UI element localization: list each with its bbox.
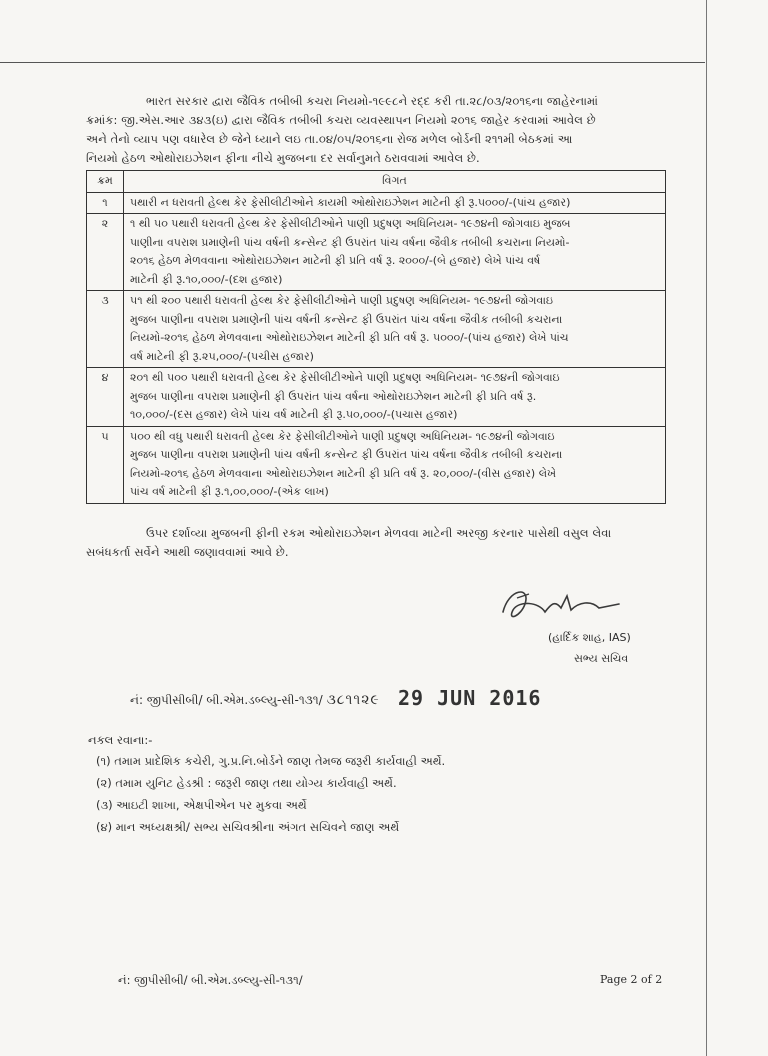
table-row <box>87 368 666 427</box>
row-detail-line: પથારી ન ધરાવતી હેલ્થ કેર ફેસીલીટીઓને કાયમી ઓથોરાઇઝેશન માટેની ફી રૂ.૫૦૦૦/-(પાંચ હજાર) <box>130 195 571 209</box>
row-detail-line: ૧ થી ૫૦ પથારી ધરાવતી હેલ્થ કેર ફેસીલીટીઓને પાણી પ્રદુષણ અધિનિયમ- ૧૯૭૪ની જોગવાઇ મુજબ <box>130 217 571 230</box>
row-detail-line: પાંચ વર્ષ માટેની ફી રૂ.૧,૦૦,૦૦૦/-(એક લાખ) <box>130 485 329 498</box>
row-serial: ૨ <box>87 214 124 291</box>
copy-to-heading: નકલ રવાના:- <box>88 733 153 747</box>
intro-line: ક્રમાંક: જી.એસ.આર ૩૪૩(ઇ) દ્વારા જૈવિક તબીબી કચરા વ્યવસ્થાપન નિયમો ૨૦૧૬ જાહેર કરવામાં આવેલ છે <box>86 113 596 127</box>
table-row <box>87 426 666 503</box>
row-detail-line: મુજબ પાણીના વપરાશ પ્રમાણેની પાંચ વર્ષની કન્સેન્ટ ફી ઉપરાંત પાંચ વર્ષના જૈવીક તબીબી કચરાના <box>130 312 563 326</box>
copy-to-list <box>96 750 445 838</box>
row-detail-line: માટેની ફી રૂ.૧૦,૦૦૦/-(દશ હજાર) <box>130 272 283 286</box>
row-detail-line: ૧૦,૦૦૦/-(દસ હજાર) લેખે પાંચ વર્ષ માટેની ફી રૂ.૫૦,૦૦૦/-(પચાસ હજાર) <box>130 408 458 421</box>
intro-paragraph <box>86 92 666 168</box>
row-detail-line: નિયમો-૨૦૧૬ હેઠળ મેળવવાના ઓથોરાઇઝેશન માટેની ફી પ્રતિ વર્ષ રૂ. ૫૦૦૦/-(પાંચ હજાર) લેખે પાંચ <box>130 331 569 344</box>
row-detail <box>124 214 666 291</box>
row-detail <box>124 291 666 368</box>
reference-number <box>130 692 380 708</box>
row-detail-line: વર્ષ માટેની ફી રૂ.૨૫,૦૦૦/-(પચીસ હજાર) <box>130 349 314 363</box>
header-serial: ક્રમ <box>87 171 124 193</box>
row-detail-line: નિયમો-૨૦૧૬ હેઠળ મેળવવાના ઓથોરાઇઝેશન માટેની ફી પ્રતિ વર્ષ રૂ. ૨૦,૦૦૦/-(વીસ હજાર) લેખે <box>130 466 557 480</box>
footer-reference: નં: જીપીસીબી/ બી.એમ.ડબ્લ્યુ-સી-૧૩૧/ <box>118 973 303 987</box>
table-row <box>87 214 666 291</box>
signature-scribble <box>495 582 635 630</box>
header-detail: વિગત <box>124 171 666 193</box>
fee-table <box>86 170 666 504</box>
reference-prefix: નં: જીપીસીબી/ બી.એમ.ડબ્લ્યુ-સી-૧૩૧/ <box>130 693 323 707</box>
row-serial: ૩ <box>87 291 124 368</box>
row-serial: ૧ <box>87 192 124 214</box>
intro-line: નિયમો હેઠળ ઓથોરાઇઝેશન ફીના નીચે મુજબના દર સર્વાનુમતે ઠરાવવામાં આવેલ છે. <box>86 151 480 165</box>
row-detail-line: મુજબ પાણીના વપરાશ પ્રમાણેની પાંચ વર્ષની કન્સેન્ટ ફી ઉપરાંત પાંચ વર્ષના જૈવીક તબીબી કચરાના <box>130 448 563 461</box>
row-detail-line: ૨૦૧ થી ૫૦૦ પથારી ધરાવતી હેલ્થ કેર ફેસીલીટીઓને પાણી પ્રદુષણ અધિનિયમ- ૧૯૭૪ની જોગવાઇ <box>130 371 560 384</box>
table-header-row <box>87 171 666 193</box>
right-edge-rule <box>706 0 707 1056</box>
row-detail-line: મુજબ પાણીના વપરાશ પ્રમાણેની ફી ઉપરાંત પાંચ વર્ષના ઓથોરાઇઝેશન માટેની ફી પ્રતિ વર્ષ રૂ. <box>130 389 537 403</box>
list-item: (૩) આઇટી શાખા, એક્ષપીએન પર મુકવા અર્થે <box>96 798 307 812</box>
table-row <box>87 291 666 368</box>
closing-line: સબંધકર્તા સર્વેને આથી જણાવવામાં આવે છે. <box>86 545 289 559</box>
signatory-title: સભ્ય સચિવ <box>574 652 629 665</box>
row-serial: ૫ <box>87 426 124 503</box>
top-rule <box>0 62 705 63</box>
signatory-name: (હાર્દિક શાહ, IAS) <box>548 631 631 644</box>
date-stamp: 29 JUN 2016 <box>398 686 542 710</box>
closing-paragraph <box>86 524 666 562</box>
list-item: (૧) તમામ પ્રાદેશિક કચેરી, ગુ.પ્ર.નિ.બોર્ડને જાણ તેમજ જરૂરી કાર્યવાહી અર્થે. <box>96 754 446 768</box>
row-serial: ૪ <box>87 368 124 427</box>
list-item: (૪) માન અધ્યક્ષશ્રી/ સભ્ય સચિવશ્રીના અંગત સચિવને જાણ અર્થે <box>96 820 400 834</box>
page-number: Page 2 of 2 <box>600 973 663 986</box>
row-detail <box>124 192 666 214</box>
row-detail-line: ૨૦૧૬ હેઠળ મેળવવાના ઓથોરાઇઝેશન માટેની ફી પ્રતિ વર્ષ રૂ. ૨૦૦૦/-(બે હજાર) લેખે પાંચ વર્ષ <box>130 254 541 267</box>
intro-line: ભારત સરકાર દ્વારા જૈવિક તબીબી કચરા નિયમો-૧૯૯૮ને રદ્દ કરી તા.૨૮/૦૩/૨૦૧૬ના જાહેરનામાં <box>146 94 599 108</box>
list-item: (૨) તમામ યુનિટ હેડશ્રી : જરૂરી જાણ તથા યોગ્ય કાર્યવાહી અર્થે. <box>96 776 397 790</box>
row-detail <box>124 368 666 427</box>
row-detail-line: ૫૦૦ થી વધુ પથારી ધરાવતી હેલ્થ કેર ફેસીલીટીઓને પાણી પ્રદુષણ અધિનિયમ- ૧૯૭૪ની જોગવાઇ <box>130 429 555 443</box>
row-detail <box>124 426 666 503</box>
intro-line: અને તેનો વ્યાપ પણ વધારેલ છે જેને ધ્યાને લઇ તા.૦૪/૦૫/૨૦૧૬ના રોજ મળેલ બોર્ડની ૨૧૧મી બેઠકમાં આ <box>86 132 573 146</box>
row-detail-line: ૫૧ થી ૨૦૦ પથારી ધરાવતી હેલ્થ કેર ફેસીલીટીઓને પાણી પ્રદુષણ અધિનિયમ- ૧૯૭૪ની જોગવાઇ <box>130 294 554 307</box>
table-row <box>87 192 666 214</box>
reference-handwritten-number: ૩૮૧૧૨૯ <box>326 692 380 708</box>
row-detail-line: પાણીના વપરાશ પ્રમાણેની પાંચ વર્ષની કન્સેન્ટ ફી ઉપરાંત પાંચ વર્ષના જૈવીક તબીબી કચરાના નિયમો- <box>130 235 570 249</box>
closing-line: ઉપર દર્શાવ્યા મુજબની ફીની રકમ ઓથોરાઇઝેશન મેળવવા માટેની અરજી કરનાર પાસેથી વસુલ લેવા <box>146 526 612 540</box>
